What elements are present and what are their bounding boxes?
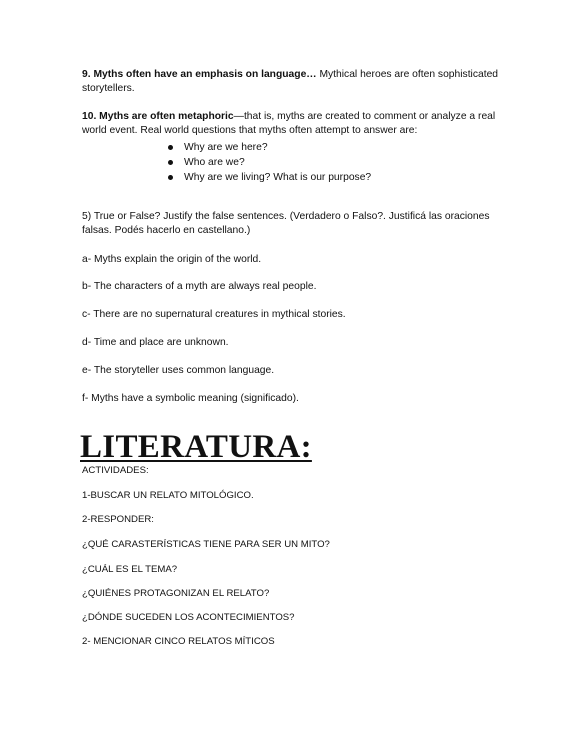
- bullet-item: Why are we here?: [166, 140, 371, 155]
- exercise-5-item-d: d- Time and place are unknown.: [82, 337, 229, 348]
- activity-2: 2-RESPONDER:: [82, 514, 154, 525]
- question-3: ¿QUIÉNES PROTAGONIZAN EL RELATO?: [82, 588, 270, 599]
- question-2: ¿CUÁL ES EL TEMA?: [82, 564, 178, 575]
- item-10-paragraph: [82, 110, 522, 138]
- activity-3: 2- MENCIONAR CINCO RELATOS MÍTICOS: [82, 636, 275, 647]
- exercise-5-prompt: 5) True or False? Justify the false sentences. (Verdadero o Falso?. Justificá las oraciones falsas. Podés hacerlo en castellano.): [82, 211, 490, 236]
- questions-bullet-list: [166, 140, 371, 185]
- literatura-heading: LITERATURA:: [80, 429, 312, 465]
- item-10-text: —that is, myths are created to comment or analyze a real world event. Real world questions that myths often attempt to answer are:: [82, 111, 496, 136]
- exercise-5-item-a: a- Myths explain the origin of the world.: [82, 254, 262, 265]
- bullet-item: Who are we?: [166, 155, 371, 170]
- exercise-5-item-e: e- The storyteller uses common language.: [82, 365, 275, 376]
- item-9-text: Mythical heroes are often sophisticated storytellers.: [82, 69, 499, 94]
- question-1: ¿QUÉ CARASTERÍSTICAS TIENE PARA SER UN MITO?: [82, 539, 330, 550]
- exercise-5-item-c: c- There are no supernatural creatures in mythical stories.: [82, 309, 346, 320]
- exercise-5-item-f: f- Myths have a symbolic meaning (significado).: [82, 393, 299, 404]
- item-9-bold: 9. Myths often have an emphasis on language…: [82, 69, 317, 80]
- question-4: ¿DÓNDE SUCEDEN LOS ACONTECIMIENTOS?: [82, 612, 295, 623]
- item-10-bold: 10. Myths are often metaphoric: [82, 111, 234, 122]
- activity-1: 1-BUSCAR UN RELATO MITOLÓGICO.: [82, 490, 254, 501]
- actividades-label: ACTIVIDADES:: [82, 465, 149, 476]
- bullet-item: Why are we living? What is our purpose?: [166, 170, 371, 185]
- item-9-paragraph: [82, 68, 522, 96]
- exercise-5-item-b: b- The characters of a myth are always real people.: [82, 281, 317, 292]
